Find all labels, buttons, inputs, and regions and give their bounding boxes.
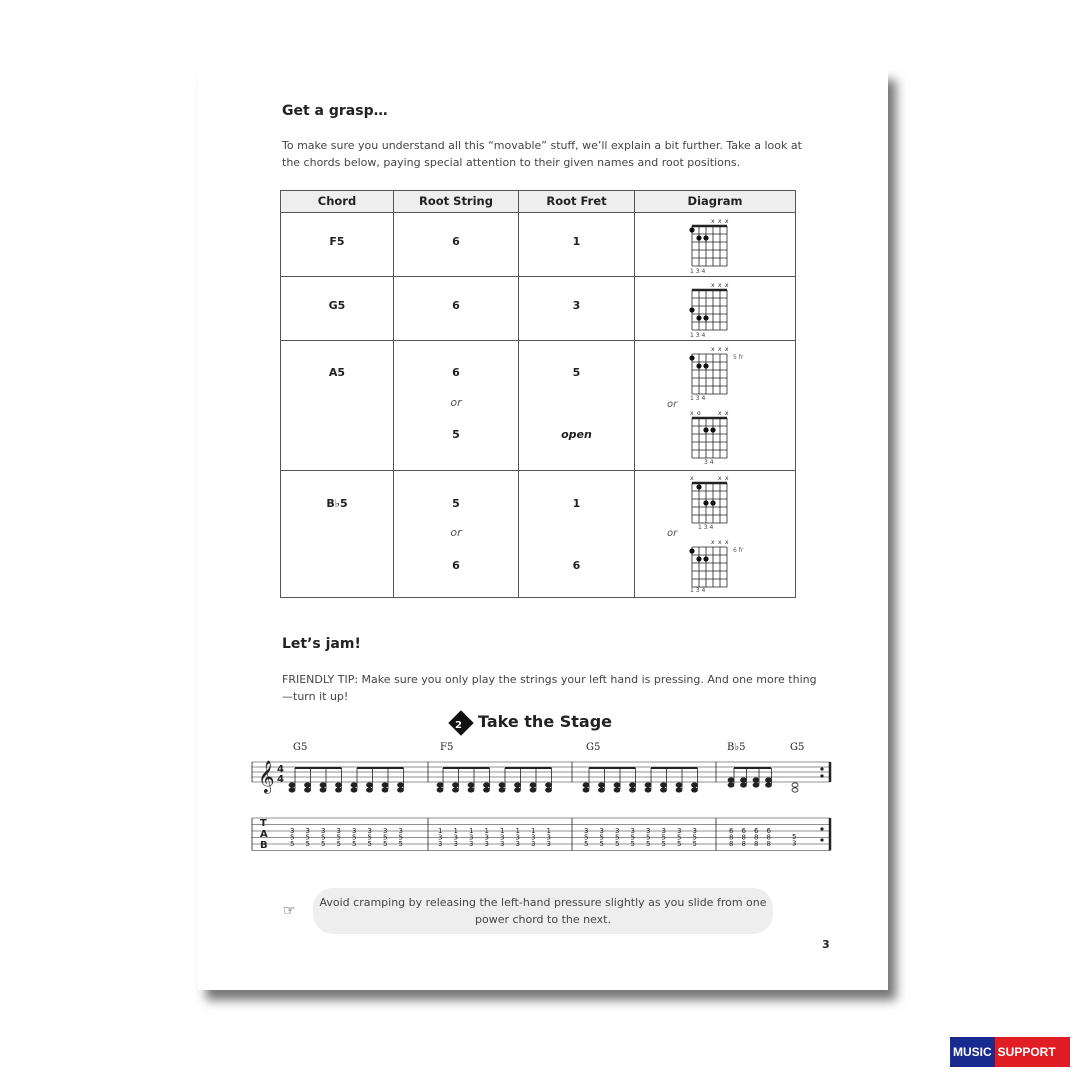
- svg-text:4: 4: [277, 764, 284, 775]
- svg-text:5: 5: [661, 833, 666, 842]
- svg-text:3: 3: [646, 827, 651, 835]
- svg-text:4: 4: [277, 774, 284, 785]
- col-diagram: Diagram: [635, 191, 796, 213]
- svg-text:5: 5: [305, 833, 310, 842]
- svg-text:x: x: [690, 410, 694, 417]
- svg-text:5: 5: [290, 833, 295, 842]
- page-number: 3: [822, 938, 830, 951]
- chord-table: Chord Root String Root Fret Diagram F5 6 1 G5 6 3 A5 6 or 5 5 open B♭5 5 or 6 1 6: [280, 190, 796, 598]
- svg-text:x: x: [711, 539, 715, 546]
- svg-text:3: 3: [792, 839, 797, 848]
- svg-text:3: 3: [453, 833, 458, 842]
- svg-text:1: 1: [515, 827, 520, 835]
- svg-text:5: 5: [398, 833, 403, 842]
- svg-text:5: 5: [352, 840, 357, 848]
- svg-text:3: 3: [515, 840, 520, 848]
- svg-text:5: 5: [290, 840, 295, 848]
- finger-label: 3 4: [704, 459, 714, 466]
- tab-label: A: [260, 829, 268, 840]
- svg-text:x: x: [725, 346, 729, 353]
- svg-text:3: 3: [531, 840, 536, 848]
- music-support-logo: MUSIC SUPPORT: [950, 1037, 1070, 1067]
- treble-clef: 𝄞: [258, 760, 275, 793]
- svg-text:5: 5: [792, 833, 797, 841]
- svg-text:x: x: [711, 218, 715, 225]
- svg-text:5: 5: [615, 840, 620, 848]
- svg-text:3: 3: [290, 827, 295, 835]
- tab-label: T: [260, 818, 267, 829]
- svg-text:3: 3: [677, 827, 682, 835]
- pointing-hand-icon: ☞: [283, 903, 296, 919]
- svg-text:x: x: [725, 539, 729, 546]
- svg-text:o: o: [697, 410, 701, 417]
- svg-text:8: 8: [729, 840, 734, 848]
- svg-text:x: x: [718, 346, 722, 353]
- svg-text:5: 5: [383, 840, 388, 848]
- svg-text:5: 5: [321, 840, 326, 848]
- svg-text:x: x: [711, 282, 715, 289]
- svg-text:x: x: [725, 475, 729, 482]
- svg-text:3: 3: [305, 827, 310, 835]
- heading-get-a-grasp: Get a grasp…: [282, 103, 388, 119]
- svg-text:5: 5: [692, 840, 697, 848]
- svg-text:5: 5: [336, 840, 341, 848]
- svg-text:1: 1: [469, 827, 474, 835]
- svg-text:x: x: [718, 475, 722, 482]
- svg-text:5: 5: [661, 840, 666, 848]
- svg-text:5: 5: [367, 833, 372, 842]
- svg-text:8: 8: [754, 833, 759, 842]
- col-root-fret: Root Fret: [519, 191, 635, 213]
- song-number-badge: 2: [448, 710, 473, 735]
- svg-text:5: 5: [646, 840, 651, 848]
- svg-text:5: 5: [367, 840, 372, 848]
- svg-text:3: 3: [630, 827, 635, 835]
- svg-text:3: 3: [599, 827, 604, 835]
- svg-text:5: 5: [383, 833, 388, 842]
- chord-symbol: G5: [790, 742, 805, 753]
- svg-text:x: x: [725, 218, 729, 225]
- svg-text:8: 8: [741, 840, 746, 848]
- svg-text:3: 3: [469, 840, 474, 848]
- svg-text:5: 5: [646, 833, 651, 842]
- song-title: 2 Take the Stage: [452, 712, 612, 732]
- svg-text:5: 5: [398, 840, 403, 848]
- svg-text:x: x: [725, 282, 729, 289]
- svg-text:3: 3: [531, 833, 536, 842]
- svg-text:8: 8: [729, 833, 734, 842]
- svg-text:3: 3: [367, 827, 372, 835]
- svg-text:1: 1: [438, 827, 443, 835]
- svg-text:3: 3: [336, 827, 341, 835]
- tab-label: B: [260, 840, 268, 851]
- svg-text:3: 3: [546, 840, 551, 848]
- intro-paragraph: To make sure you understand all this “movable” stuff, we’ll explain a bit further. Take a look at the chords below, paying special attention to their given names and root positions.: [282, 139, 802, 169]
- svg-text:5: 5: [584, 833, 589, 842]
- svg-text:8: 8: [766, 840, 771, 848]
- svg-text:x: x: [711, 346, 715, 353]
- or-label: or: [667, 399, 678, 410]
- chord-symbol: G5: [586, 742, 601, 753]
- callout-box: Avoid cramping by releasing the left-hand pressure slightly as you slide from one power chord to the next.: [313, 888, 773, 934]
- svg-text:3: 3: [438, 840, 443, 848]
- svg-text:5: 5: [584, 840, 589, 848]
- svg-text:3: 3: [453, 840, 458, 848]
- svg-text:x: x: [718, 282, 722, 289]
- svg-text:1: 1: [484, 827, 489, 835]
- svg-text:3: 3: [546, 833, 551, 842]
- svg-text:3: 3: [438, 833, 443, 842]
- table-row: G5: [281, 277, 394, 341]
- svg-text:3: 3: [500, 840, 505, 848]
- table-row: A5: [281, 341, 394, 471]
- svg-text:x: x: [718, 218, 722, 225]
- finger-label: 1 3 4: [690, 268, 706, 275]
- svg-text:x: x: [690, 475, 694, 482]
- svg-text:5: 5: [692, 833, 697, 842]
- svg-text:5: 5: [615, 833, 620, 842]
- svg-text:3: 3: [383, 827, 388, 835]
- chord-symbol: F5: [440, 742, 454, 753]
- svg-text:1: 1: [500, 827, 505, 835]
- fret-label: 5 fr: [733, 354, 744, 361]
- svg-text:5: 5: [630, 833, 635, 842]
- svg-text:5: 5: [630, 840, 635, 848]
- table-row: B♭5: [281, 471, 394, 598]
- finger-label: 1 3 4: [690, 587, 706, 594]
- svg-text:3: 3: [352, 827, 357, 835]
- svg-text:6: 6: [766, 827, 771, 835]
- heading-lets-jam: Let’s jam!: [282, 636, 361, 652]
- svg-text:x: x: [725, 410, 729, 417]
- svg-text:5: 5: [321, 833, 326, 842]
- svg-text:6: 6: [729, 827, 734, 835]
- svg-text:8: 8: [766, 833, 771, 842]
- svg-text:3: 3: [584, 827, 589, 835]
- fret-label: 6 fr: [733, 547, 744, 554]
- svg-text:3: 3: [615, 827, 620, 835]
- svg-text:x: x: [718, 539, 722, 546]
- svg-text:1: 1: [453, 827, 458, 835]
- svg-text:3: 3: [469, 833, 474, 842]
- svg-text:5: 5: [305, 840, 310, 848]
- finger-label: 1 3 4: [698, 524, 714, 531]
- svg-text:3: 3: [484, 833, 489, 842]
- svg-text:3: 3: [500, 833, 505, 842]
- chord-symbol: G5: [293, 742, 308, 753]
- col-root-string: Root String: [394, 191, 519, 213]
- svg-text:5: 5: [352, 833, 357, 842]
- svg-text:x: x: [718, 410, 722, 417]
- svg-text:1: 1: [546, 827, 551, 835]
- friendly-tip: FRIENDLY TIP: Make sure you only play the strings your left hand is pressing. And one more thing—turn it up!: [282, 673, 817, 703]
- svg-text:5: 5: [599, 833, 604, 842]
- chord-symbol: B♭5: [727, 742, 746, 753]
- or-label: or: [667, 528, 678, 539]
- svg-text:8: 8: [754, 840, 759, 848]
- svg-text:6: 6: [754, 827, 759, 835]
- svg-text:5: 5: [677, 833, 682, 842]
- svg-text:3: 3: [692, 827, 697, 835]
- svg-text:3: 3: [321, 827, 326, 835]
- svg-text:5: 5: [677, 840, 682, 848]
- svg-text:3: 3: [484, 840, 489, 848]
- svg-text:8: 8: [741, 833, 746, 842]
- svg-text:5: 5: [599, 840, 604, 848]
- svg-text:3: 3: [515, 833, 520, 842]
- col-chord: Chord: [281, 191, 394, 213]
- table-row: F5: [281, 213, 394, 277]
- svg-text:3: 3: [398, 827, 403, 835]
- svg-text:6: 6: [741, 827, 746, 835]
- svg-text:3: 3: [661, 827, 666, 835]
- svg-text:5: 5: [336, 833, 341, 842]
- finger-label: 1 3 4: [690, 395, 706, 402]
- finger-label: 1 3 4: [690, 332, 706, 339]
- svg-text:1: 1: [531, 827, 536, 835]
